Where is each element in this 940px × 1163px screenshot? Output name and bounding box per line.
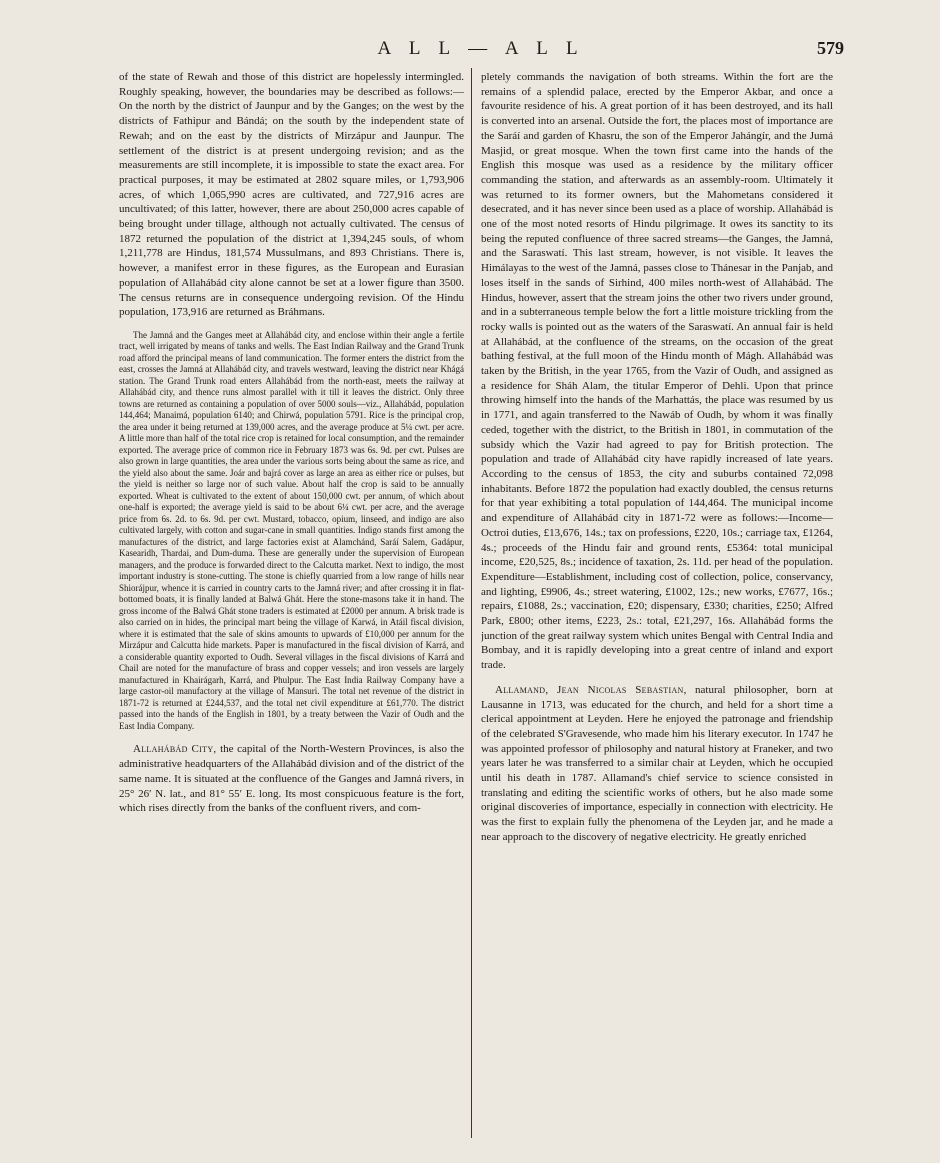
left-column (119, 70, 464, 1141)
allahabad-city-continued-paragraph: pletely commands the navigation of both streams. Within the fort are the remains of a splendid palace, erected by the Emperor Akbar, and once a favourite residence of his. A great portion of it has been destroyed, and its hall is converted into an arsenal. Outside the fort, the places most of importance are the Saráí and garden of Khasru, the son of the Emperor Jahángír, and the Jumá Masjid, or great mosque. When the town first came into the hands of the English this mosque was used as a residence by the military officer commanding the station, and afterwards as an assembly-room. Ultimately it was returned to its former owners, but the Mahometans considered it desecrated, and it has never since been used as a place of worship. Allahábád is one of the most noted resorts of Hindu pilgrimage. It owes its sanctity to its being the reputed confluence of three sacred streams—the Ganges, the Jamná, and the Saraswatí. This last stream, however, is not visible. It leaves the Himálayas to the west of the Jamná, passes close to Thánesar in the Panjab, and loses itself in the sands of Sirhind, 400 miles north-west of Allahábád. The Hindus, however, assert that the stream joins the other two rivers under ground, and in a subterraneous temple below the fort a little moisture trickling from the rocky walls is pointed out as the waters of the Saraswatí. An annual fair is held at Allahábád, at the confluence of the streams, on the occasion of the great bathing festival, at the full moon of the Hindu month of Mágh. Allahábád was taken by the British, in the year 1765, from the Vazir of Oudh, and assigned as a residence for Sháh Alam, the titular Emperor of Dehli. Upon that prince throwing himself into the hands of the Marhattás, the place was resumed by us in 1771, and again transferred to the Nawáb of Oudh, by whom it was finally ceded, together with the district, to the British in 1801, in commutation of the subsidy which the Vazir had agreed to pay for British protection. The population and trade of Allahábád city have rapidly increased of late years. According to the census of 1853, the city and suburbs contained 72,098 inhabitants. Before 1872 the population had exactly doubled, the census returns for that year exhibiting a total population of 144,464. The municipal income and expenditure of Allahábád city in 1871-72 were as follows:—Income—Octroi duties, £13,676, 14s.; tax on professions, £220, 10s.; carriage tax, £1264, 4s.; proceeds of the Hindu fair and ground rents, £5364: total municipal income, £20,525, 8s.; incidence of taxation, 2s. 11d. per head of the population. Expenditure—Establishment, including cost of collection, police, conservancy, and lighting, £9906, 4s.; street watering, £1002, 12s.; new works, £7677, 16s.; repairs, £1088, 2s.; vaccination, £20; dispensary, £330; charities, £250; Alfred Park, £800; other items, £223, 2s.: total, £21,297, 16s. Allahábád forms the junction of the great railway system which unites Bengal with Central India and Bombay, and it is rapidly developing into a great centre of inland and export trade. (481, 71, 833, 672)
page-number: 579 (817, 38, 844, 58)
entry-headword: Allamand, Jean Nicolas Sebastian, (495, 683, 687, 696)
entry-text: natural philosopher, born at Lausanne in 1713, was educated for the church, and held for a short time a clerical appointment at Leyden. Here he enjoyed the patronage and friendship of the celebrated S'Gravesende, who made him his literary executor. In 1747 he was appointed professor of philosophy and natural history at Franeker, and two years later he was transferred to a similar chair at Leyden, which he occupied until his death in 1787. Allamand's chief service to science consisted in translating and editing the scientific works of others, but he also made some original discoveries of importance, especially in connection with electricity. He was the first to explain fully the phenomena of the Leyden jar, and he made a near approach to the discovery of negative electricity. He greatly enriched (481, 683, 833, 843)
entry-text: the capital of the North-Western Provinces, is also the administrative headquarters of the Allahábád division and of the district of the same name. It is situated at the confluence of the Ganges and Jamná rivers, in 25° 26′ N. lat., and 81° 55′ E. long. Its most conspicuous feature is the fort, which rises directly from the banks of the confluent rivers, and com- (119, 743, 464, 815)
column-divider (471, 68, 472, 1138)
district-description-paragraph: The Jamná and the Ganges meet at Allahábád city, and enclose within their angle a fertile tract, well irrigated by means of tanks and wells. The East Indian Railway and the Grand Trunk road afford the principal means of land communication. The former enters the district from the east, crosses the Jamná at Allahábád city, and travels westward, leaving the district near Khágá station. The Grand Trunk road enters Allahábád from the north-east, meets the railway at Allahábád city, and thence runs almost parallel with it till it leaves the district. Only three towns are returned as containing a population of over 5000 souls—viz., Allahábád, population 144,464; Manaimá, population 6140; and Chirwá, population 5791. Rice is the principal crop, the area under it being returned at 139,000 acres, and the average produce at 5¼ cwt. per acre. A little more than half of the total rice crop is retained for local consumption, and the remainder exported. The average price of common rice in February 1873 was 6s. 9d. per cwt. Pulses are also grown in large quantities, the area under the various sorts being about the same as rice, and the yield also about the same. Joár and bajrá cover as large an area as either rice or pulses, but the yield is neither so large nor of such value. About half the crop is said to be annually exported. Wheat is cultivated to the extent of about 150,000 cwt. per annum, of which about one-half is exported; the average yield is said to be about 6¼ cwt. per acre, and the average price from 6s. 2d. to 6s. 9d. per cwt. Mustard, tobacco, opium, linseed, and indigo are also cultivated largely, with cotton and sugar-cane in small quantities. Indigo stands first among the manufactures of the district, and large factories exist at Alamchánd, Saráí Salem, Gadápur, Kasearidh, Thardai, and Dum-duma. These are generally under the supervision of European managers, and the produce is forwarded direct to the Calcutta market. Next to indigo, the most important industry is stone-cutting. The stone is chiefly quarried from a low range of hills near Shiorájpur, whence it is carried in country carts to the Jamná river; and after crossing it in flat-bottomed boats, it is finally landed at Balwá Ghát. Here the stone-masons take it in hand. The gross income of the Balwá Ghát stone traders is estimated at £2000 per annum. A brisk trade is also carried on in hides, the principal mart being the village of Karwá, in Atáil fiscal division, where it is estimated that the sale of skins amounts to upwards of £10,000 per annum for the Mirzápur and Calcutta hide markets. Paper is manufactured in the fiscal division of Karrá, and a considerable quantity exported to Oudh. Several villages in the fiscal divisions of Karrá and Chail are noted for the manufacture of brass and copper vessels; and iron vessels are largely manufactured in Khairágarh, Karrá, and Phulpur. The East India Railway Company have a large castor-oil manufactory at the village of Mansuri. The total net revenue of the district in 1871-72 is returned at £244,537, and the total net civil expenditure at £61,770. The district passed into the hands of the English in 1801, by a treaty between the Vazir of Oudh and the East India Company. (119, 329, 464, 731)
right-column (481, 70, 833, 1141)
running-head: A L L — A L L (377, 38, 585, 59)
district-boundaries-paragraph: of the state of Rewah and those of this district are hopelessly intermingled. Roughly speaking, however, the boundaries may be described as follows:—On the north by the district of Jaunpur and by the Ganges; on the west by the districts of Fathipur and Bándá; on the south by the independent state of Rewah; and on the east by the districts of Mirzápur and Jaunpur. The settlement of the district is at present undergoing revision; and as the measurements are still incomplete, it is impossible to state the exact area. For practical purposes, it may be estimated at 2802 square miles, or 1,793,906 acres, of which 1,065,990 acres are cultivated, and 727,916 acres are uncultivated; of this latter, however, there are about 250,000 acres capable of being brought under tillage, although not actually cultivated. The census of 1872 returned the population of the district at 1,394,245 souls, of whom 1,211,778 are Hindus, 181,574 Mussulmans, and 893 Christians. There is, however, a manifest error in these figures, as the European and Eurasian population of Allahábád city alone cannot be set at a lower figure than 3500. The census returns are in consequence undergoing revision. Of the Hindu population, 173,916 are returned as Bráhmans. (119, 71, 464, 319)
allamand-entry (481, 683, 833, 845)
entry-headword: Allahábád City, (133, 743, 217, 756)
allahabad-city-entry (119, 742, 464, 816)
page-header (118, 38, 844, 64)
